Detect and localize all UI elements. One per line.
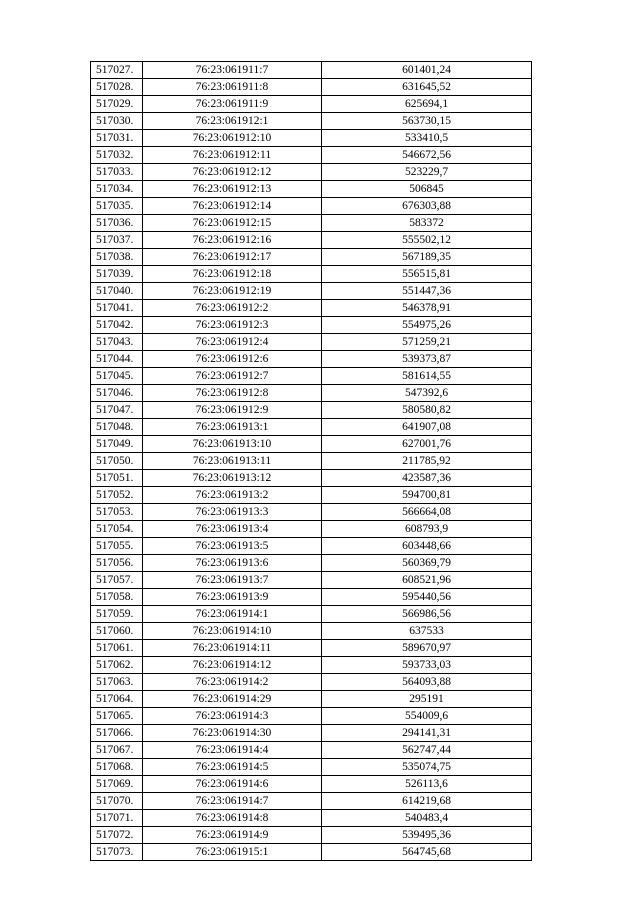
- row-number-cell: 517041.: [91, 300, 143, 317]
- cadastral-number-cell: 76:23:061912:7: [143, 368, 322, 385]
- cadastral-number-cell: 76:23:061912:10: [143, 130, 322, 147]
- cadastral-value-cell: 562747,44: [322, 742, 532, 759]
- table-row: [91, 62, 532, 79]
- cadastral-value-table: [90, 61, 532, 861]
- cadastral-number-cell: 76:23:061912:19: [143, 283, 322, 300]
- cadastral-number-cell: 76:23:061912:15: [143, 215, 322, 232]
- cadastral-value-cell: 564093,88: [322, 674, 532, 691]
- table-row: [91, 215, 532, 232]
- cadastral-value-cell: 555502,12: [322, 232, 532, 249]
- row-number-cell: 517043.: [91, 334, 143, 351]
- cadastral-number-cell: 76:23:061913:12: [143, 470, 322, 487]
- cadastral-value-cell: 535074,75: [322, 759, 532, 776]
- cadastral-number-cell: 76:23:061913:5: [143, 538, 322, 555]
- row-number-cell: 517036.: [91, 215, 143, 232]
- cadastral-value-cell: 294141,31: [322, 725, 532, 742]
- table-row: [91, 402, 532, 419]
- row-number-cell: 517065.: [91, 708, 143, 725]
- cadastral-number-cell: 76:23:061913:2: [143, 487, 322, 504]
- row-number-cell: 517059.: [91, 606, 143, 623]
- row-number-cell: 517039.: [91, 266, 143, 283]
- cadastral-number-cell: 76:23:061913:3: [143, 504, 322, 521]
- cadastral-value-cell: 533410,5: [322, 130, 532, 147]
- cadastral-number-cell: 76:23:061914:3: [143, 708, 322, 725]
- table-row: [91, 657, 532, 674]
- table-row: [91, 640, 532, 657]
- table-row: [91, 708, 532, 725]
- table-row: [91, 572, 532, 589]
- cadastral-value-cell: 564745,68: [322, 844, 532, 861]
- table-row: [91, 198, 532, 215]
- cadastral-value-cell: 540483,4: [322, 810, 532, 827]
- row-number-cell: 517070.: [91, 793, 143, 810]
- table-row: [91, 725, 532, 742]
- cadastral-number-cell: 76:23:061912:9: [143, 402, 322, 419]
- cadastral-value-cell: 295191: [322, 691, 532, 708]
- table-row: [91, 776, 532, 793]
- cadastral-number-cell: 76:23:061914:12: [143, 657, 322, 674]
- table-row: [91, 113, 532, 130]
- table-row: [91, 130, 532, 147]
- cadastral-number-cell: 76:23:061912:16: [143, 232, 322, 249]
- table-row: [91, 759, 532, 776]
- cadastral-value-cell: 566664,08: [322, 504, 532, 521]
- row-number-cell: 517031.: [91, 130, 143, 147]
- cadastral-number-cell: 76:23:061914:1: [143, 606, 322, 623]
- cadastral-number-cell: 76:23:061914:5: [143, 759, 322, 776]
- row-number-cell: 517053.: [91, 504, 143, 521]
- row-number-cell: 517051.: [91, 470, 143, 487]
- table-row: [91, 249, 532, 266]
- table-row: [91, 470, 532, 487]
- cadastral-value-cell: 676303,88: [322, 198, 532, 215]
- cadastral-value-cell: 423587,36: [322, 470, 532, 487]
- cadastral-value-cell: 566986,56: [322, 606, 532, 623]
- cadastral-value-cell: 211785,92: [322, 453, 532, 470]
- cadastral-number-cell: 76:23:061914:30: [143, 725, 322, 742]
- cadastral-number-cell: 76:23:061913:9: [143, 589, 322, 606]
- cadastral-number-cell: 76:23:061911:8: [143, 79, 322, 96]
- table-row: [91, 385, 532, 402]
- table-row: [91, 538, 532, 555]
- cadastral-number-cell: 76:23:061913:6: [143, 555, 322, 572]
- row-number-cell: 517060.: [91, 623, 143, 640]
- row-number-cell: 517056.: [91, 555, 143, 572]
- cadastral-value-cell: 608793,9: [322, 521, 532, 538]
- table-row: [91, 589, 532, 606]
- cadastral-number-cell: 76:23:061912:2: [143, 300, 322, 317]
- cadastral-value-cell: 506845: [322, 181, 532, 198]
- table-row: [91, 691, 532, 708]
- table-row: [91, 419, 532, 436]
- row-number-cell: 517071.: [91, 810, 143, 827]
- cadastral-number-cell: 76:23:061912:1: [143, 113, 322, 130]
- cadastral-number-cell: 76:23:061914:29: [143, 691, 322, 708]
- row-number-cell: 517028.: [91, 79, 143, 96]
- table-row: [91, 96, 532, 113]
- cadastral-value-cell: 594700,81: [322, 487, 532, 504]
- row-number-cell: 517035.: [91, 198, 143, 215]
- cadastral-value-cell: 554975,26: [322, 317, 532, 334]
- cadastral-number-cell: 76:23:061911:9: [143, 96, 322, 113]
- table-row: [91, 674, 532, 691]
- table-row: [91, 453, 532, 470]
- cadastral-value-cell: 631645,52: [322, 79, 532, 96]
- cadastral-number-cell: 76:23:061912:6: [143, 351, 322, 368]
- table-row: [91, 521, 532, 538]
- cadastral-value-cell: 593733,03: [322, 657, 532, 674]
- cadastral-value-cell: 556515,81: [322, 266, 532, 283]
- table-row: [91, 147, 532, 164]
- row-number-cell: 517030.: [91, 113, 143, 130]
- row-number-cell: 517048.: [91, 419, 143, 436]
- table-row: [91, 555, 532, 572]
- table-row: [91, 334, 532, 351]
- cadastral-value-cell: 614219,68: [322, 793, 532, 810]
- cadastral-value-cell: 637533: [322, 623, 532, 640]
- table-row: [91, 487, 532, 504]
- cadastral-number-cell: 76:23:061915:1: [143, 844, 322, 861]
- row-number-cell: 517049.: [91, 436, 143, 453]
- table-row: [91, 742, 532, 759]
- cadastral-value-cell: 539495,36: [322, 827, 532, 844]
- table-row: [91, 266, 532, 283]
- cadastral-value-cell: 581614,55: [322, 368, 532, 385]
- cadastral-value-cell: 625694,1: [322, 96, 532, 113]
- cadastral-number-cell: 76:23:061912:18: [143, 266, 322, 283]
- table-row: [91, 164, 532, 181]
- cadastral-number-cell: 76:23:061914:4: [143, 742, 322, 759]
- cadastral-value-cell: 589670,97: [322, 640, 532, 657]
- cadastral-number-cell: 76:23:061914:2: [143, 674, 322, 691]
- row-number-cell: 517062.: [91, 657, 143, 674]
- cadastral-value-cell: 601401,24: [322, 62, 532, 79]
- table-row: [91, 623, 532, 640]
- row-number-cell: 517068.: [91, 759, 143, 776]
- row-number-cell: 517066.: [91, 725, 143, 742]
- cadastral-number-cell: 76:23:061912:13: [143, 181, 322, 198]
- cadastral-number-cell: 76:23:061914:9: [143, 827, 322, 844]
- table-row: [91, 232, 532, 249]
- cadastral-number-cell: 76:23:061914:8: [143, 810, 322, 827]
- row-number-cell: 517073.: [91, 844, 143, 861]
- row-number-cell: 517057.: [91, 572, 143, 589]
- cadastral-value-cell: 539373,87: [322, 351, 532, 368]
- table-row: [91, 436, 532, 453]
- row-number-cell: 517047.: [91, 402, 143, 419]
- cadastral-number-cell: 76:23:061913:4: [143, 521, 322, 538]
- table-row: [91, 844, 532, 861]
- cadastral-number-cell: 76:23:061913:11: [143, 453, 322, 470]
- cadastral-value-cell: 523229,7: [322, 164, 532, 181]
- row-number-cell: 517037.: [91, 232, 143, 249]
- table-row: [91, 181, 532, 198]
- row-number-cell: 517054.: [91, 521, 143, 538]
- cadastral-number-cell: 76:23:061912:12: [143, 164, 322, 181]
- cadastral-value-cell: 603448,66: [322, 538, 532, 555]
- cadastral-number-cell: 76:23:061913:7: [143, 572, 322, 589]
- cadastral-value-cell: 608521,96: [322, 572, 532, 589]
- cadastral-number-cell: 76:23:061911:7: [143, 62, 322, 79]
- cadastral-number-cell: 76:23:061914:11: [143, 640, 322, 657]
- cadastral-number-cell: 76:23:061912:4: [143, 334, 322, 351]
- row-number-cell: 517040.: [91, 283, 143, 300]
- row-number-cell: 517042.: [91, 317, 143, 334]
- cadastral-value-cell: 560369,79: [322, 555, 532, 572]
- cadastral-number-cell: 76:23:061912:17: [143, 249, 322, 266]
- cadastral-value-cell: 583372: [322, 215, 532, 232]
- table-row: [91, 300, 532, 317]
- table-row: [91, 283, 532, 300]
- cadastral-value-cell: 571259,21: [322, 334, 532, 351]
- row-number-cell: 517063.: [91, 674, 143, 691]
- table-row: [91, 351, 532, 368]
- cadastral-number-cell: 76:23:061914:7: [143, 793, 322, 810]
- row-number-cell: 517045.: [91, 368, 143, 385]
- cadastral-value-cell: 546378,91: [322, 300, 532, 317]
- row-number-cell: 517034.: [91, 181, 143, 198]
- row-number-cell: 517052.: [91, 487, 143, 504]
- row-number-cell: 517072.: [91, 827, 143, 844]
- row-number-cell: 517038.: [91, 249, 143, 266]
- cadastral-value-cell: 563730,15: [322, 113, 532, 130]
- cadastral-number-cell: 76:23:061914:10: [143, 623, 322, 640]
- cadastral-value-cell: 546672,56: [322, 147, 532, 164]
- table-row: [91, 317, 532, 334]
- cadastral-value-cell: 551447,36: [322, 283, 532, 300]
- cadastral-value-cell: 580580,82: [322, 402, 532, 419]
- cadastral-number-cell: 76:23:061913:10: [143, 436, 322, 453]
- cadastral-value-cell: 627001,76: [322, 436, 532, 453]
- row-number-cell: 517027.: [91, 62, 143, 79]
- row-number-cell: 517050.: [91, 453, 143, 470]
- cadastral-value-cell: 595440,56: [322, 589, 532, 606]
- row-number-cell: 517032.: [91, 147, 143, 164]
- table-row: [91, 368, 532, 385]
- row-number-cell: 517033.: [91, 164, 143, 181]
- row-number-cell: 517046.: [91, 385, 143, 402]
- table-body: [91, 62, 532, 861]
- cadastral-value-cell: 567189,35: [322, 249, 532, 266]
- row-number-cell: 517061.: [91, 640, 143, 657]
- cadastral-value-cell: 526113,6: [322, 776, 532, 793]
- cadastral-number-cell: 76:23:061912:8: [143, 385, 322, 402]
- table-row: [91, 79, 532, 96]
- cadastral-value-cell: 547392,6: [322, 385, 532, 402]
- row-number-cell: 517067.: [91, 742, 143, 759]
- table-row: [91, 810, 532, 827]
- table-row: [91, 606, 532, 623]
- row-number-cell: 517058.: [91, 589, 143, 606]
- cadastral-number-cell: 76:23:061914:6: [143, 776, 322, 793]
- row-number-cell: 517064.: [91, 691, 143, 708]
- cadastral-number-cell: 76:23:061913:1: [143, 419, 322, 436]
- cadastral-number-cell: 76:23:061912:3: [143, 317, 322, 334]
- cadastral-value-cell: 641907,08: [322, 419, 532, 436]
- cadastral-number-cell: 76:23:061912:14: [143, 198, 322, 215]
- table-row: [91, 827, 532, 844]
- row-number-cell: 517029.: [91, 96, 143, 113]
- row-number-cell: 517055.: [91, 538, 143, 555]
- row-number-cell: 517069.: [91, 776, 143, 793]
- table-row: [91, 793, 532, 810]
- table-row: [91, 504, 532, 521]
- cadastral-value-cell: 554009,6: [322, 708, 532, 725]
- cadastral-number-cell: 76:23:061912:11: [143, 147, 322, 164]
- row-number-cell: 517044.: [91, 351, 143, 368]
